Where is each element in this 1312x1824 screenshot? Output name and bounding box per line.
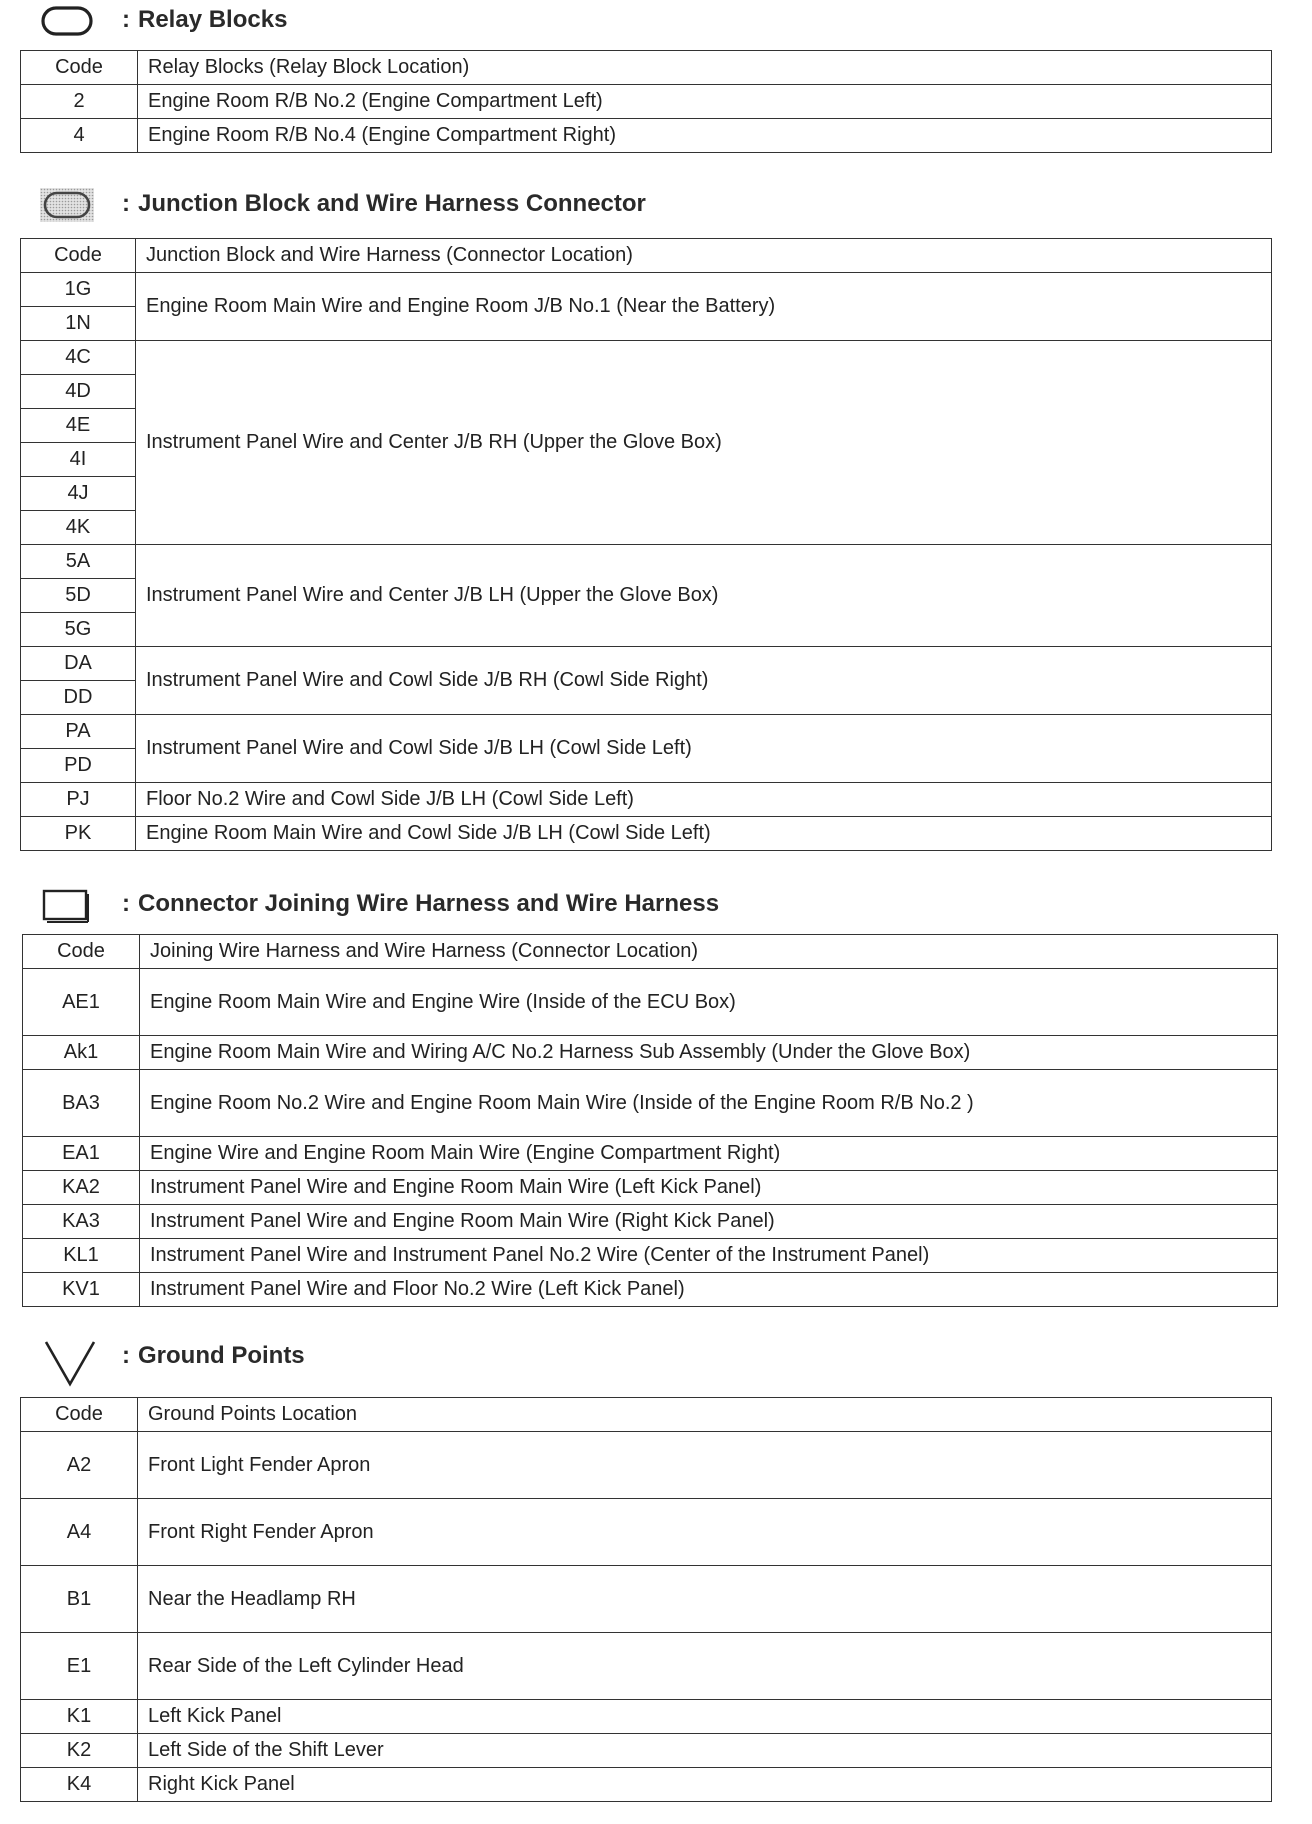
code-cell: K2 <box>21 1734 138 1768</box>
connector-joining-table <box>22 934 1278 1307</box>
section-header <box>0 884 1300 924</box>
table-row <box>21 273 1272 307</box>
column-header-location: Junction Block and Wire Harness (Connector Location) <box>136 239 1272 273</box>
location-cell: Engine Room No.2 Wire and Engine Room Main Wire (Inside of the Engine Room R/B No.2 ) <box>140 1070 1278 1137</box>
location-cell: Instrument Panel Wire and Engine Room Main Wire (Right Kick Panel) <box>140 1205 1278 1239</box>
table-row <box>21 1768 1272 1802</box>
table-row <box>23 1171 1278 1205</box>
location-cell: Engine Room R/B No.2 (Engine Compartment Left) <box>138 85 1272 119</box>
column-header-code: Code <box>21 51 138 85</box>
table-header-row <box>21 51 1272 85</box>
code-cell: A2 <box>21 1432 138 1499</box>
location-cell: Instrument Panel Wire and Engine Room Main Wire (Left Kick Panel) <box>140 1171 1278 1205</box>
code-cell: KA2 <box>23 1171 140 1205</box>
table-header-row <box>21 1398 1272 1432</box>
table-row <box>21 1566 1272 1633</box>
table-row <box>21 1432 1272 1499</box>
location-cell: Near the Headlamp RH <box>138 1566 1272 1633</box>
column-header-location: Relay Blocks (Relay Block Location) <box>138 51 1272 85</box>
code-cell: A4 <box>21 1499 138 1566</box>
relay-blocks-table <box>20 50 1272 153</box>
location-cell: Front Right Fender Apron <box>138 1499 1272 1566</box>
table-row <box>21 783 1272 817</box>
section-title-text: Connector Joining Wire Harness and Wire Harness <box>138 890 720 917</box>
code-cell: DA <box>21 647 136 681</box>
code-cell: 5A <box>21 545 136 579</box>
table-row <box>21 545 1272 579</box>
code-cell: 4 <box>21 119 138 153</box>
code-cell: PA <box>21 715 136 749</box>
code-cell: 5G <box>21 613 136 647</box>
table-row <box>21 1633 1272 1700</box>
location-cell: Left Side of the Shift Lever <box>138 1734 1272 1768</box>
code-cell: PJ <box>21 783 136 817</box>
column-header-code: Code <box>21 1398 138 1432</box>
table-row <box>23 1070 1278 1137</box>
code-cell: DD <box>21 681 136 715</box>
code-cell: 2 <box>21 85 138 119</box>
column-header-location: Ground Points Location <box>138 1398 1272 1432</box>
location-cell: Engine Room Main Wire and Cowl Side J/B LH (Cowl Side Left) <box>136 817 1272 851</box>
location-cell: Instrument Panel Wire and Instrument Panel No.2 Wire (Center of the Instrument Panel) <box>140 1239 1278 1273</box>
location-cell: Instrument Panel Wire and Cowl Side J/B RH (Cowl Side Right) <box>136 647 1272 715</box>
location-cell: Engine Room Main Wire and Engine Room J/B No.1 (Near the Battery) <box>136 273 1272 341</box>
code-cell: 1G <box>21 273 136 307</box>
section-title: : Ground Points <box>122 1342 305 1369</box>
location-cell: Left Kick Panel <box>138 1700 1272 1734</box>
section-title: : Connector Joining Wire Harness and Wire Harness <box>122 890 720 917</box>
code-cell: KV1 <box>23 1273 140 1307</box>
code-cell: 4C <box>21 341 136 375</box>
ground-points-table <box>20 1397 1272 1802</box>
relay-block-icon <box>40 5 94 37</box>
code-cell: 4K <box>21 511 136 545</box>
code-cell: B1 <box>21 1566 138 1633</box>
location-cell: Instrument Panel Wire and Center J/B RH (Upper the Glove Box) <box>136 341 1272 545</box>
location-cell: Engine Room Main Wire and Engine Wire (Inside of the ECU Box) <box>140 969 1278 1036</box>
code-cell: E1 <box>21 1633 138 1700</box>
location-cell: Instrument Panel Wire and Center J/B LH (Upper the Glove Box) <box>136 545 1272 647</box>
section-header <box>0 1334 1300 1390</box>
code-cell: 4J <box>21 477 136 511</box>
table-row <box>21 341 1272 375</box>
code-cell: 1N <box>21 307 136 341</box>
code-cell: K4 <box>21 1768 138 1802</box>
column-header-location: Joining Wire Harness and Wire Harness (Connector Location) <box>140 935 1278 969</box>
location-cell: Engine Room Main Wire and Wiring A/C No.2 Harness Sub Assembly (Under the Glove Box) <box>140 1036 1278 1070</box>
section-header <box>0 184 1300 224</box>
table-row <box>21 85 1272 119</box>
table-row <box>21 715 1272 749</box>
section-title-text: Junction Block and Wire Harness Connector <box>138 190 646 217</box>
code-cell: K1 <box>21 1700 138 1734</box>
location-cell: Rear Side of the Left Cylinder Head <box>138 1633 1272 1700</box>
code-cell: BA3 <box>23 1070 140 1137</box>
code-cell: Ak1 <box>23 1036 140 1070</box>
table-row <box>21 119 1272 153</box>
code-cell: 4E <box>21 409 136 443</box>
table-row <box>21 1734 1272 1768</box>
code-cell: PK <box>21 817 136 851</box>
code-cell: PD <box>21 749 136 783</box>
section-header <box>0 0 1300 40</box>
section-title-text: Relay Blocks <box>138 6 288 33</box>
table-row <box>21 647 1272 681</box>
code-cell: 5D <box>21 579 136 613</box>
code-cell: EA1 <box>23 1137 140 1171</box>
table-row <box>23 1273 1278 1307</box>
table-row <box>21 1499 1272 1566</box>
table-row <box>23 1239 1278 1273</box>
connector-icon <box>42 889 90 925</box>
code-cell: KA3 <box>23 1205 140 1239</box>
ground-point-icon <box>42 1338 98 1388</box>
table-row <box>21 1700 1272 1734</box>
table-row <box>21 817 1272 851</box>
table-row <box>23 1137 1278 1171</box>
table-row <box>23 969 1278 1036</box>
junction-block-icon <box>40 188 94 222</box>
location-cell: Floor No.2 Wire and Cowl Side J/B LH (Cowl Side Left) <box>136 783 1272 817</box>
location-cell: Instrument Panel Wire and Cowl Side J/B LH (Cowl Side Left) <box>136 715 1272 783</box>
section-title: : Junction Block and Wire Harness Connector <box>122 190 646 217</box>
section-title: : Relay Blocks <box>122 6 288 33</box>
code-cell: 4D <box>21 375 136 409</box>
table-header-row <box>23 935 1278 969</box>
location-cell: Instrument Panel Wire and Floor No.2 Wire (Left Kick Panel) <box>140 1273 1278 1307</box>
location-cell: Engine Wire and Engine Room Main Wire (Engine Compartment Right) <box>140 1137 1278 1171</box>
location-cell: Right Kick Panel <box>138 1768 1272 1802</box>
location-cell: Front Light Fender Apron <box>138 1432 1272 1499</box>
table-row <box>23 1205 1278 1239</box>
table-header-row <box>21 239 1272 273</box>
column-header-code: Code <box>21 239 136 273</box>
code-cell: 4I <box>21 443 136 477</box>
column-header-code: Code <box>23 935 140 969</box>
code-cell: AE1 <box>23 969 140 1036</box>
location-cell: Engine Room R/B No.4 (Engine Compartment Right) <box>138 119 1272 153</box>
table-row <box>23 1036 1278 1070</box>
junction-block-table <box>20 238 1272 851</box>
section-title-text: Ground Points <box>138 1342 305 1369</box>
code-cell: KL1 <box>23 1239 140 1273</box>
